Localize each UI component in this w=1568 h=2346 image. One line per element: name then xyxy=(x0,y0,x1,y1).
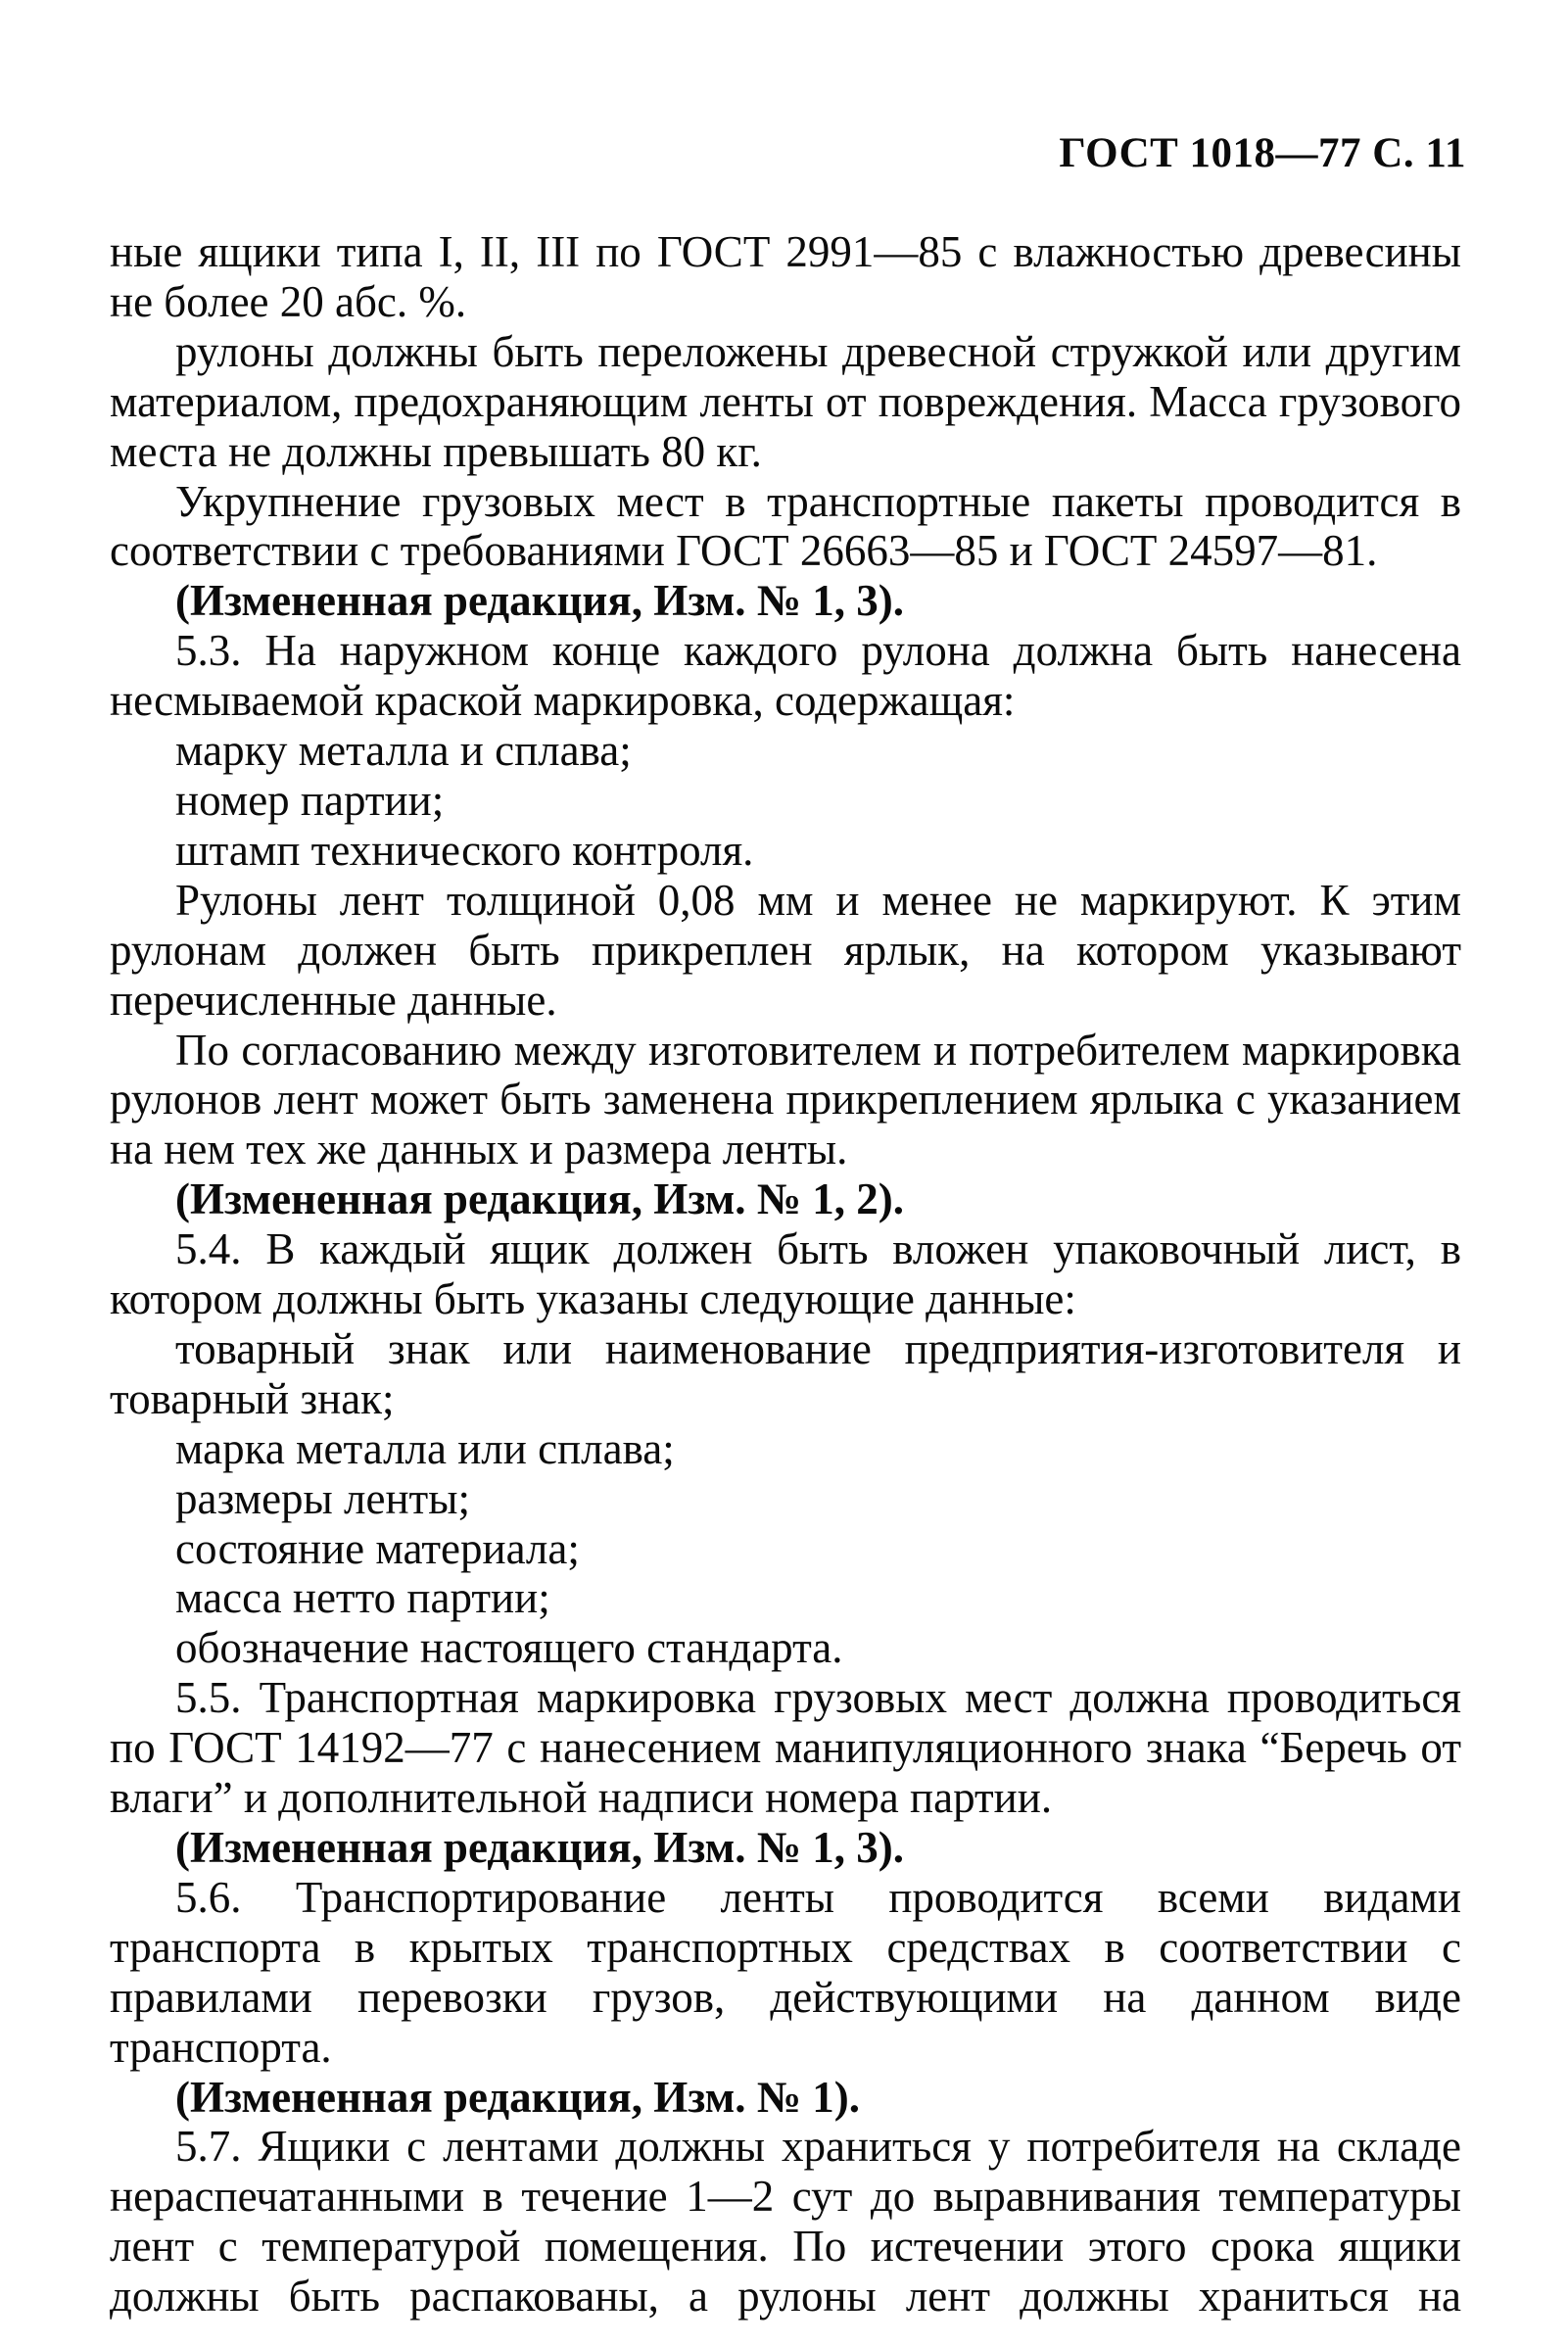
page-header: ГОСТ 1018—77 С. 11 xyxy=(1059,130,1466,176)
paragraph: масса нетто партии; xyxy=(175,1573,550,1623)
paragraph: 5.4. В каждый ящик должен быть вложен упаковочный лист, в котором должны быть указаны следующие данные: xyxy=(110,1224,1461,1324)
paragraph: По согласованию между изготовителем и потребителем маркировка рулонов лент может быть заменена прикреплением ярлыка с указанием на нем тех же данных и размера ленты. xyxy=(110,1025,1461,1174)
paragraph: номер партии; xyxy=(175,775,445,825)
paragraph: 5.6. Транспортирование ленты проводится всеми видами транспорта в крытых транспортных средствах в соответствии с правилами перевозки грузов, действующими на данном виде транспорта. xyxy=(110,1872,1461,2072)
document-body xyxy=(110,227,1461,2322)
paragraph: 5.7. Ящики с лентами должны храниться у потребителя на складе нераспечатанными в течение 1—2 сут до выравнивания температуры лент с температурой помещения. По истечении этого срока ящики должны быть распакованы, а рулоны лент должны храниться на xyxy=(110,2122,1461,2322)
paragraph: 5.3. На наружном конце каждого рулона должна быть нанесена несмываемой краской маркировка, содержащая: xyxy=(110,626,1461,726)
paragraph: состояние материала; xyxy=(175,1523,580,1573)
amendment-note: (Измененная редакция, Изм. № 1, 3). xyxy=(175,1823,905,1872)
paragraph: штамп технического контроля. xyxy=(175,825,754,875)
paragraph: рулоны должны быть переложены древесной стружкой или другим материалом, предохраняющим ленты от повреждения. Масса грузового места не должны превышать 80 кг. xyxy=(110,326,1461,476)
paragraph: 5.5. Транспортная маркировка грузовых мест должна проводиться по ГОСТ 14192—77 с нанесением манипуляционного знака “Беречь от влаги” и дополнительной надписи номера партии. xyxy=(110,1673,1461,1823)
paragraph: ные ящики типа I, II, III по ГОСТ 2991—85 с влажностью древесины не более 20 абс. %. xyxy=(110,227,1461,326)
paragraph: товарный знак или наименование предприятия-изготовителя и товарный знак; xyxy=(110,1323,1461,1423)
amendment-note: (Измененная редакция, Изм. № 1, 2). xyxy=(175,1174,905,1224)
amendment-note: (Измененная редакция, Изм. № 1, 3). xyxy=(175,576,905,626)
amendment-note: (Измененная редакция, Изм. № 1). xyxy=(175,2072,861,2122)
paragraph: марка металла или сплава; xyxy=(175,1423,675,1473)
paragraph: Укрупнение грузовых мест в транспортные пакеты проводится в соответствии с требованиями ГОСТ 26663—85 и ГОСТ 24597—81. xyxy=(110,476,1461,576)
paragraph: обозначение настоящего стандарта. xyxy=(175,1623,843,1673)
paragraph: Рулоны лент толщиной 0,08 мм и менее не маркируют. К этим рулонам должен быть прикреплен ярлык, на котором указывают перечисленные данные. xyxy=(110,875,1461,1025)
paragraph: размеры ленты; xyxy=(175,1473,470,1523)
paragraph: марку металла и сплава; xyxy=(175,726,632,776)
